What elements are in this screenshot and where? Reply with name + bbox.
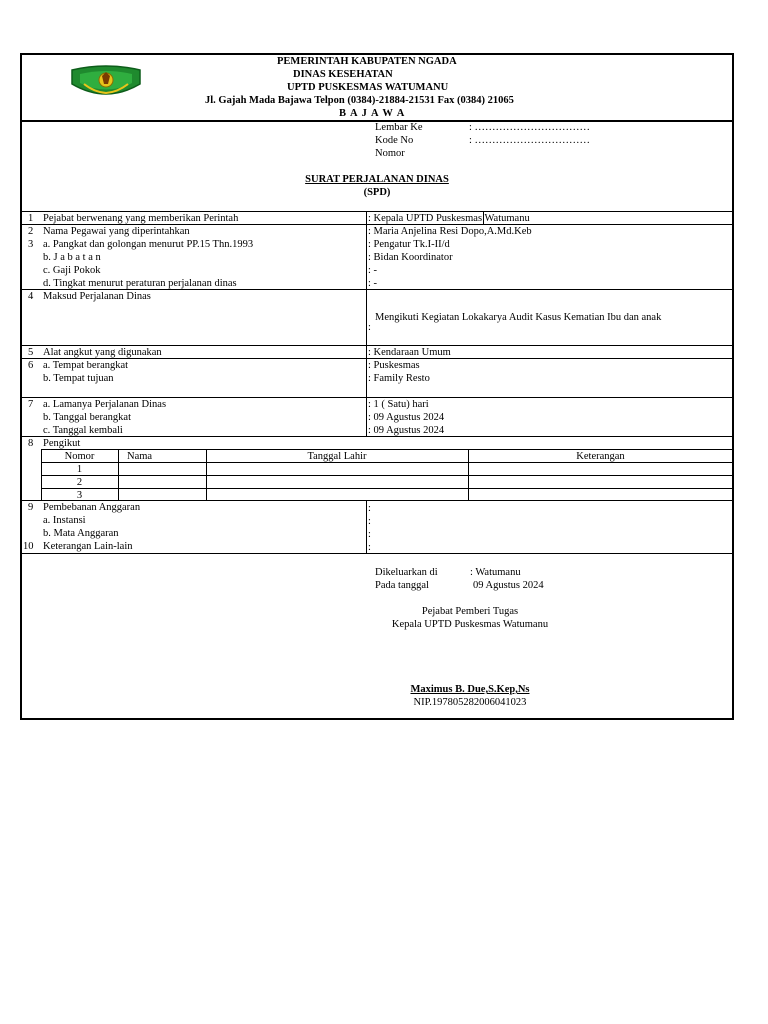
row-value: : Puskesmas (368, 360, 420, 371)
table-line (366, 211, 367, 436)
row-value: : (368, 529, 371, 540)
table-line (21, 553, 733, 554)
row-value: : (368, 516, 371, 527)
row-label: Maksud Perjalanan Dinas (43, 291, 151, 302)
row-value: : Kendaraan Umum (368, 347, 451, 358)
row-label: a. Tempat berangkat (43, 360, 129, 371)
pengikut-header-nomor: Nomor (64, 451, 95, 462)
header-line-government: PEMERINTAH KABUPATEN NGADA (277, 56, 457, 67)
row-value: : Kepala UPTD Puskesmas Watumanu (368, 213, 530, 224)
row-label: Pembebanan Anggaran (43, 502, 141, 513)
row-value: : Pengatur Tk.I-II/d (368, 239, 450, 250)
row-value: : (368, 542, 371, 553)
row-label: c. Gaji Pokok (43, 265, 101, 276)
tanggal-label: Pada tanggal (375, 580, 429, 591)
pejabat-position: Kepala UPTD Puskesmas Watumanu (391, 619, 549, 630)
row-number: 5 (28, 347, 34, 358)
tanggal-value: 09 Agustus 2024 (473, 580, 544, 591)
row-value: Mengikuti Kegiatan Lokakarya Audit Kasus Kematian Ibu dan anak (375, 312, 662, 323)
row-colon: : (368, 322, 371, 333)
dikeluarkan-value: : Watumanu (470, 567, 521, 578)
row-label: d. Tingkat menurut peraturan perjalanan dinas (43, 278, 237, 289)
signatory-nip: NIP.197805282006041023 (413, 697, 527, 708)
row-label: a. Instansi (43, 515, 86, 526)
header-line-department: DINAS KESEHATAN (293, 69, 393, 80)
header-line-address: Jl. Gajah Mada Bajawa Telpon (0384)-21884-21531 Fax (0384) 21065 (205, 95, 514, 106)
header-line-puskesmas: UPTD PUSKESMAS WATUMANU (287, 82, 449, 93)
row-number: 8 (28, 438, 34, 449)
row-number: 7 (28, 399, 34, 410)
row-value: : Family Resto (368, 373, 430, 384)
row-label: b. J a b a t a n (43, 252, 101, 263)
row-value: : (368, 503, 371, 514)
header-line-city: B A J A W A (339, 108, 406, 119)
row-label: b. Tempat tujuan (43, 373, 114, 384)
pengikut-row-number: 3 (76, 490, 83, 501)
lembar-value: : …………………………… (469, 122, 591, 133)
table-line (41, 475, 733, 476)
pengikut-header-tanggal: Tanggal Lahir (307, 451, 367, 462)
row-label: c. Tanggal kembali (43, 425, 123, 436)
pengikut-header-keterangan: Keterangan (576, 451, 625, 462)
pengikut-header-nama: Nama (127, 451, 153, 462)
row-value: : 1 ( Satu) hari (368, 399, 429, 410)
row-number: 6 (28, 360, 34, 371)
pengikut-row-number: 2 (76, 477, 83, 488)
table-line (366, 500, 367, 553)
row-label: Pejabat berwenang yang memberikan Perintah (43, 213, 239, 224)
ngada-regency-emblem-icon (66, 62, 146, 102)
row-value: : Maria Anjelina Resi Dopo,A.Md.Keb (368, 226, 532, 237)
dikeluarkan-label: Dikeluarkan di (375, 567, 438, 578)
row-label: Alat angkut yang digunakan (43, 347, 162, 358)
doc-title: SURAT PERJALANAN DINAS (305, 174, 449, 185)
row-label: Keterangan Lain-lain (43, 541, 133, 552)
row-value: : - (368, 278, 378, 289)
nomor-label: Nomor (375, 148, 405, 159)
lembar-label: Lembar Ke (375, 122, 423, 133)
row-label: Pengikut (43, 438, 81, 449)
signatory-name: Maximus B. Due,S.Kep,Ns (410, 684, 530, 695)
row-number: 9 (28, 502, 34, 513)
row-label: b. Mata Anggaran (43, 528, 119, 539)
row-label: Nama Pegawai yang diperintahkan (43, 226, 190, 237)
row-number: 10 (23, 541, 34, 552)
doc-subtitle: (SPD) (363, 187, 391, 198)
row-number: 2 (28, 226, 34, 237)
pengikut-row-number: 1 (76, 464, 83, 475)
row-label: a. Pangkat dan golongan menurut PP.15 Thn.1993 (43, 239, 254, 250)
table-line (118, 449, 119, 500)
kode-label: Kode No (375, 135, 414, 146)
row-value: : - (368, 265, 378, 276)
row-value: : Bidan Koordinator (368, 252, 453, 263)
row-value: : 09 Agustus 2024 (368, 412, 445, 423)
row-label: a. Lamanya Perjalanan Dinas (43, 399, 167, 410)
row-label: b. Tanggal berangkat (43, 412, 131, 423)
row-number: 3 (28, 239, 34, 250)
row-value: : 09 Agustus 2024 (368, 425, 445, 436)
row-number: 4 (28, 291, 34, 302)
row-number: 1 (28, 213, 34, 224)
pejabat-title: Pejabat Pemberi Tugas (421, 606, 519, 617)
kode-value: : …………………………… (469, 135, 591, 146)
table-line (41, 488, 733, 489)
